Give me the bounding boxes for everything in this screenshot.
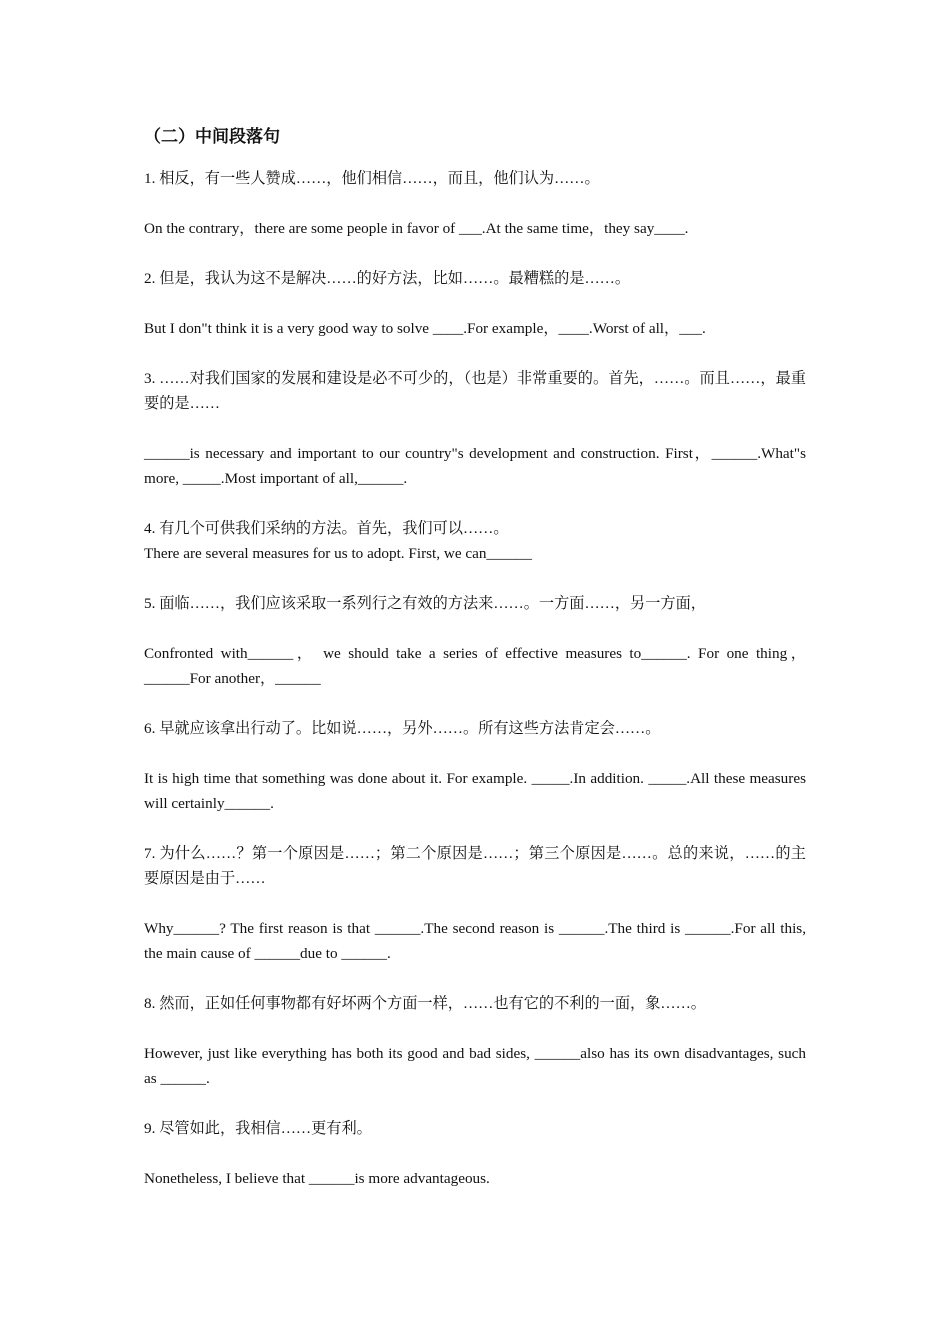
item-5-chinese: 5. 面临……，我们应该采取一系列行之有效的方法来……。一方面……，另一方面， (144, 595, 706, 612)
item-2-chinese: 2. 但是，我认为这不是解决……的好方法，比如……。最糟糕的是……。 (144, 270, 630, 287)
item-3-chinese: 3. ……对我们国家的发展和建设是必不可少的，（也是）非常重要的。首先，……。而且……，最重要的是…… (144, 370, 806, 412)
item-9-chinese: 9. 尽管如此，我相信……更有利。 (144, 1120, 372, 1137)
item-2-english: But I don"t think it is a very good way to solve ____.For example，____.Worst of all，___. (144, 320, 706, 337)
item-5-english: Confronted with______， we should take a series of effective measures to______. For one thing，______For another，______ (144, 645, 806, 687)
item-1-english: On the contrary，there are some people in favor of ___.At the same time，they say____. (144, 220, 689, 237)
item-8-english: However, just like everything has both its good and bad sides, ______also has its own disadvantages, such as ______. (144, 1045, 806, 1087)
item-9-english: Nonetheless, I believe that ______is more advantageous. (144, 1170, 490, 1187)
item-6-english: It is high time that something was done about it. For example. _____.In addition. _____.All these measures will certainly______. (144, 770, 806, 812)
section-heading: （二）中间段落句 (144, 127, 280, 146)
item-4-chinese: 4. 有几个可供我们采纳的方法。首先，我们可以……。 (144, 520, 509, 537)
item-3-english: ______is necessary and important to our country"s development and construction. First，______.What"s more, _____.Most important of all,______. (144, 445, 806, 487)
document-body (144, 122, 806, 1216)
item-1-chinese: 1. 相反，有一些人赞成……，他们相信……，而且，他们认为……。 (144, 170, 600, 187)
item-7-chinese: 7. 为什么……？第一个原因是……；第二个原因是……；第三个原因是……。总的来说，……的主要原因是由于…… (144, 845, 806, 887)
item-4-english: There are several measures for us to adopt. First, we can______ (144, 545, 532, 562)
item-8-chinese: 8. 然而，正如任何事物都有好坏两个方面一样，……也有它的不利的一面，象……。 (144, 995, 706, 1012)
item-7-english: Why______? The first reason is that ______.The second reason is ______.The third is ______.For all this, the main cause of ______due to ______. (144, 920, 806, 962)
item-6-chinese: 6. 早就应该拿出行动了。比如说……，另外……。所有这些方法肯定会……。 (144, 720, 661, 737)
